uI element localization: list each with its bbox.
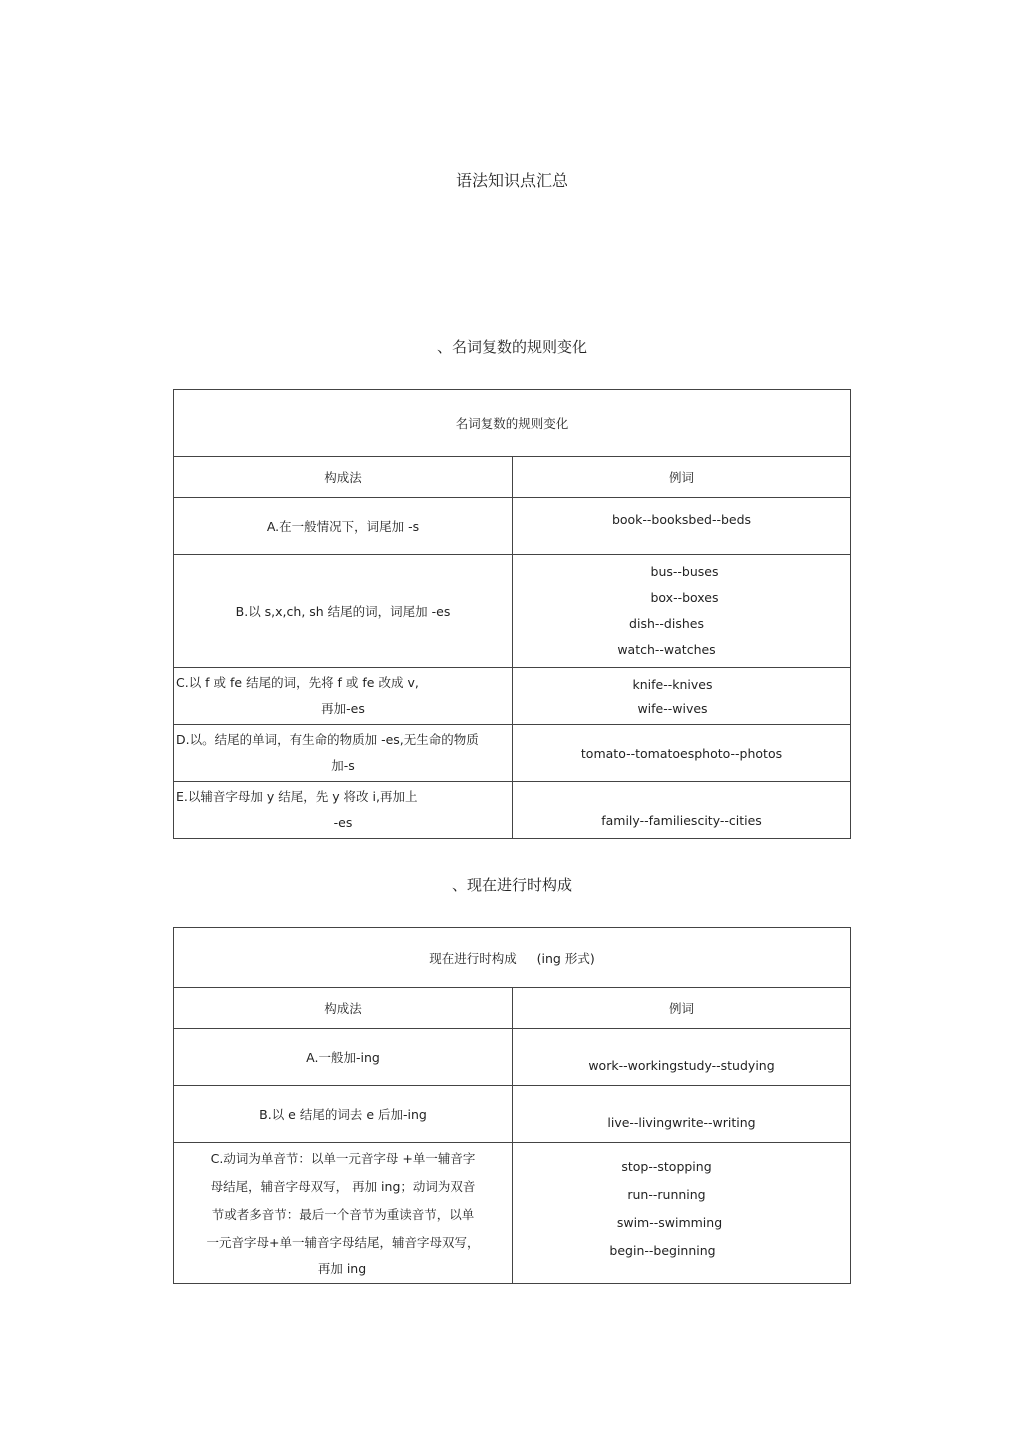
example-text: stop--stopping	[621, 1159, 712, 1174]
rule-text: A.一般加-ing	[306, 1050, 380, 1065]
rule-cell	[174, 1086, 513, 1143]
example-cell	[513, 498, 851, 555]
section2-heading: 、现在进行时构成	[451, 876, 572, 894]
table-row	[174, 668, 851, 725]
column-header-example: 例词	[513, 988, 851, 1029]
rule-text: B.以 s,x,ch, sh 结尾的词，词尾加 -es	[235, 604, 451, 619]
rule-text: C.动词为单音节：以单一元音字母 +单一辅音字	[210, 1151, 476, 1166]
table-row	[174, 555, 851, 668]
example-text: watch--watches	[617, 642, 716, 657]
table-row	[174, 498, 851, 555]
section1-heading: 、名词复数的规则变化	[436, 338, 587, 356]
example-text: wife--wives	[637, 701, 708, 716]
rule-cell	[174, 725, 513, 782]
rule-text: E.以辅音字母加 y 结尾，先 y 将改 i,再加上	[176, 789, 418, 804]
column-header-method: 构成法	[174, 988, 513, 1029]
example-text: run--running	[627, 1187, 706, 1202]
example-text: family--familiescity--cities	[601, 813, 762, 828]
table-row	[174, 782, 851, 839]
rule-text: 节或者多音节：最后一个音节为重读音节，以单	[211, 1207, 475, 1222]
example-cell	[513, 725, 851, 782]
example-text: live--livingwrite--writing	[607, 1115, 756, 1130]
example-cell	[513, 1086, 851, 1143]
page-title: 语法知识点汇总	[455, 171, 568, 190]
rule-cell	[174, 498, 513, 555]
example-cell	[513, 782, 851, 839]
rule-text: 一元音字母+单一辅音字母结尾，辅音字母双写，	[206, 1235, 480, 1250]
example-text: work--workingstudy--studying	[588, 1058, 775, 1073]
rule-text: B.以 e 结尾的词去 e 后加-ing	[259, 1107, 427, 1122]
example-text: knife--knives	[632, 677, 713, 692]
example-text: swim--swimming	[616, 1215, 723, 1230]
table-caption: 现在进行时构成 (ing 形式)	[174, 928, 851, 988]
rule-text: A.在一般情况下，词尾加 -s	[266, 519, 420, 534]
table-row	[174, 1143, 851, 1284]
example-text: begin--beginning	[609, 1243, 716, 1258]
rule-cell	[174, 1029, 513, 1086]
rule-cell	[174, 555, 513, 668]
example-text: dish--dishes	[629, 616, 704, 631]
column-header-method: 构成法	[174, 457, 513, 498]
rule-cell	[174, 1143, 513, 1284]
table-row	[174, 1086, 851, 1143]
example-text: tomato--tomatoesphoto--photos	[580, 745, 783, 761]
rule-text: 加-s	[331, 758, 355, 773]
example-cell	[513, 555, 851, 668]
example-cell	[513, 1029, 851, 1086]
example-cell	[513, 1143, 851, 1284]
rule-text: -es	[333, 815, 353, 830]
rule-cell	[174, 668, 513, 725]
rule-text: 母结尾，辅音字母双写， 再加 ing；动词为双音	[210, 1179, 476, 1194]
example-cell	[513, 668, 851, 725]
rule-text: 再加-es	[321, 701, 365, 716]
column-header-example: 例词	[513, 457, 851, 498]
table-row	[174, 725, 851, 782]
rule-text: C.以 f 或 fe 结尾的词，先将 f 或 fe 改成 v,	[176, 675, 419, 690]
rule-text: D.以。结尾的单词，有生命的物质加 -es,无生命的物质	[176, 732, 479, 747]
example-text: book--booksbed--beds	[611, 512, 752, 527]
rule-cell	[174, 782, 513, 839]
example-text: box--boxes	[650, 590, 719, 605]
table-row	[174, 1029, 851, 1086]
table-caption: 名词复数的规则变化	[174, 390, 851, 457]
example-text: bus--buses	[650, 564, 719, 579]
plural-rules-table	[173, 389, 851, 839]
progressive-rules-table	[173, 927, 851, 1284]
rule-text: 再加 ing	[317, 1261, 367, 1276]
